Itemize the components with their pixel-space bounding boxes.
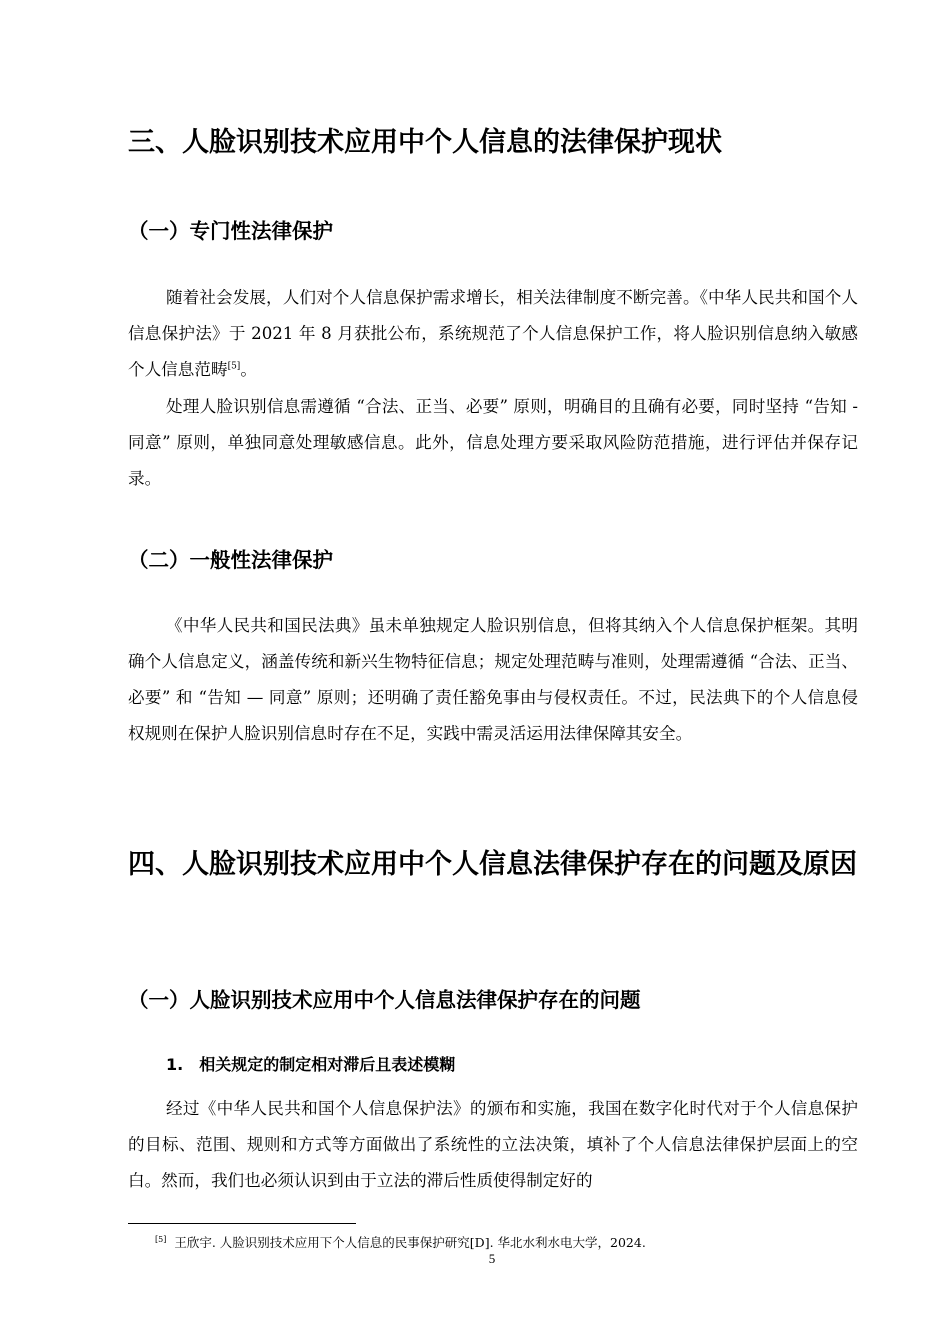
item-1-heading: 1. 相关规定的制定相对滞后且表述模糊 [166, 1055, 456, 1074]
paragraph-3-2-a: 《中华人民共和国民法典》虽未单独规定人脸识别信息，但将其纳入个人信息保护框架。其明确个人信息定义，涵盖传统和新兴生物特征信息；规定处理范畴与准则，处理需遵循 “合法、正当、必要” 和 “告知 — 同意” 原则；还明确了责任豁免事由与侵权责任。不过，民法典下的个人信息侵权规则在保护人脸识别信息时存在不足，实践中需灵活运用法律保障其安全。 [128, 616, 858, 743]
citation-ref: [5] [227, 361, 241, 372]
footnote [155, 1234, 855, 1252]
subsection-3-2-heading: （二）一般性法律保护 [128, 548, 333, 572]
paragraph-4-1-a: 经过《中华人民共和国个人信息保护法》的颁布和实施，我国在数字化时代对于个人信息保护的目标、范围、规则和方式等方面做出了系统性的立法决策，填补了个人信息法律保护层面上的空白。然而，我们也必须认识到由于立法的滞后性质使得制定好的 [128, 1099, 858, 1190]
subsection-4-1-heading: （一）人脸识别技术应用中个人信息法律保护存在的问题 [128, 988, 641, 1012]
section-4-heading: 四、人脸识别技术应用中个人信息法律保护存在的问题及原因 [128, 849, 857, 880]
paragraph-text: 随着社会发展，人们对个人信息保护需求增长，相关法律制度不断完善。《中华人民共和国个人信息保护法》于 2021 年 8 月获批公布，系统规范了个人信息保护工作，将人脸识别信息纳入敏感个人信息范畴 [128, 288, 858, 379]
paragraph-end: 。 [240, 360, 257, 379]
footnote-divider [128, 1223, 356, 1224]
section-3-heading: 三、人脸识别技术应用中个人信息的法律保护现状 [128, 127, 722, 158]
page-number: 5 [488, 1251, 496, 1266]
subsection-3-1-heading: （一）专门性法律保护 [128, 219, 333, 243]
paragraph-3-1-a [128, 280, 858, 388]
footnote-text: 王欣宇. 人脸识别技术应用下个人信息的民事保护研究[D]. 华北水利水电大学，2024. [174, 1235, 646, 1250]
footnote-mark: [5] [155, 1234, 167, 1244]
paragraph-3-1-b: 处理人脸识别信息需遵循 “合法、正当、必要” 原则，明确目的且确有必要，同时坚持 “告知 - 同意” 原则，单独同意处理敏感信息。此外，信息处理方要采取风险防范措施，进行评估并保存记录。 [128, 397, 858, 488]
